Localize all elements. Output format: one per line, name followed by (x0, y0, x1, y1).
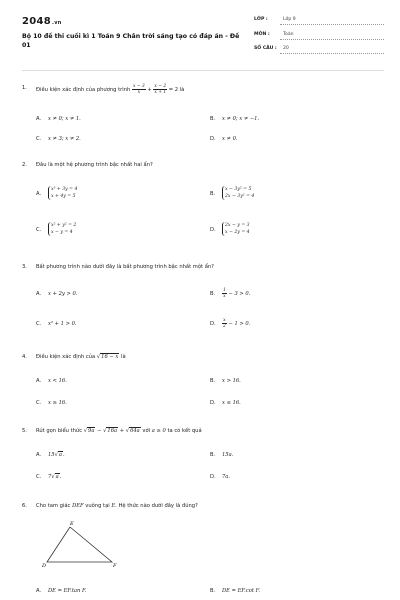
equation-system: x² + y² = 2 x − y = 4 (48, 222, 76, 236)
option-c[interactable]: C. x² + 1 > 0. (36, 321, 77, 327)
triangle-outline (47, 527, 112, 562)
question-text: Bất phương trình nào dưới đây là bất phương trình bậc nhất một ẩn? (36, 264, 214, 270)
option-b[interactable]: B. x ≠ 0; x ≠ −1. (210, 116, 260, 122)
option-b[interactable]: B. x − 3y² = 5 2x − 3y² = 4 (210, 187, 255, 199)
option-a[interactable]: A. x ≠ 0; x ≠ 1. (36, 116, 81, 122)
fraction: $\frac{1}{x}$ (223, 288, 226, 299)
question-number: 3. (22, 264, 27, 270)
header-divider (22, 70, 384, 71)
option-b[interactable]: B. DE = EF.cot F. (210, 588, 261, 594)
option-c[interactable]: C. 7√a. (36, 474, 62, 480)
site-logo[interactable]: 2048.vn (22, 16, 62, 27)
exam-title: Bộ 10 đề thi cuối kì 1 Toán 9 Chân trời sáng tạo có đáp án - Đề 01 (22, 33, 240, 49)
divider (280, 39, 384, 40)
option-a[interactable]: A. x < 16. (36, 378, 67, 384)
fraction: $\frac{x - 3}{x}$ (132, 84, 145, 95)
question-text: Điều kiện xác định của (36, 354, 96, 360)
radical: √16 − x (96, 354, 119, 360)
exam-page: 2048.vn Bộ 10 đề thi cuối kì 1 Toán 9 Chân trời sáng tạo có đáp án - Đề 01 LỚP : Lớp 9 MÔN : Toán SỐ CÂU : 20 1. Điều kiện xác định của phương trình $\frac{x - 3}{x}$ + $\frac{x - 2}{x + 1}$ = 2 là A. x ≠ 0; x ≠ 1. B. x ≠ 0; x ≠ −1. C. x ≠ 3; x ≠ 2. D. x ≠ 0. 2. Đâu là một hệ phương trình bậc nhất hai ẩn? A. x³ + 3y = 4 x + 4y = 5 B. x − 3y² = 5 2x − 3y² = 4 C. x² + y² = 2 x − y = 4 D. 2x − y = 3 x − 2y = 4 3. Bất phương trình nào dưới đây là bất phương trình bậc nhất một ẩn? A. x + 2y > 0. B. $\frac{1}{x}$ − 3 > 0. C. x² + 1 > 0. D. $\frac{x}{2}$ − 1 > 0. 4. Điều kiện xác định của √16 − x là A. x < 16. B. x > 16. C. x ≥ 16. D. x ≤ 16. 5. Rút gọn biểu thức √9a − √16a + √64a với a ≥ 0 ta có kết quả A. 15√a. B. 15a. C. 7√a. D. 7a. 6. Cho tam giác DEF vuông tại E. Hệ thức nào dưới đây là đúng? E D F A. DE = EF.tan F. B. DE = EF.cot F. (0, 0, 400, 600)
question-number: 4. (22, 354, 27, 360)
option-b[interactable]: B. $\frac{1}{x}$ − 3 > 0. (210, 288, 251, 299)
option-d[interactable]: D. 2x − y = 3 x − 2y = 4 (210, 223, 250, 235)
option-a[interactable]: A. x + 2y > 0. (36, 291, 78, 297)
expression: √9a − √16a + √64a (83, 428, 140, 434)
question-text: Đâu là một hệ phương trình bậc nhất hai ẩn? (36, 162, 153, 168)
question-number: 6. (22, 503, 27, 509)
vertex-label-d: D (42, 563, 47, 569)
class-value: Lớp 9 (283, 17, 296, 22)
option-d[interactable]: D. x ≠ 0. (210, 136, 238, 142)
count-label: SỐ CÂU : (254, 46, 277, 51)
option-d[interactable]: D. 7a. (210, 474, 231, 480)
equation-system: x − 3y² = 5 2x − 3y² = 4 (222, 186, 254, 200)
equation-system: 2x − y = 3 x − 2y = 4 (222, 222, 250, 236)
option-d[interactable]: D. x ≤ 16. (210, 400, 241, 406)
fraction: $\frac{x}{2}$ (223, 318, 226, 329)
vertex-label-e: E (70, 521, 74, 527)
option-a[interactable]: A. 15√a. (36, 452, 65, 458)
question-text: Cho tam giác (36, 503, 71, 509)
option-c[interactable]: C. x² + y² = 2 x − y = 4 (36, 223, 77, 235)
option-a[interactable]: A. DE = EF.tan F. (36, 588, 87, 594)
option-c[interactable]: C. x ≥ 16. (36, 400, 67, 406)
option-d[interactable]: D. $\frac{x}{2}$ − 1 > 0. (210, 318, 251, 329)
divider (280, 24, 384, 25)
question-text: Rút gọn biểu thức (36, 428, 83, 434)
option-b[interactable]: B. x > 16. (210, 378, 241, 384)
divider (280, 53, 384, 54)
option-c[interactable]: C. x ≠ 3; x ≠ 2. (36, 136, 81, 142)
subject-value: Toán (283, 32, 294, 37)
subject-label: MÔN : (254, 32, 270, 37)
option-b[interactable]: B. 15a. (210, 452, 234, 458)
question-number: 5. (22, 428, 27, 434)
fraction: $\frac{x - 2}{x + 1}$ (154, 84, 167, 95)
question-text: Điều kiện xác định của phương trình (36, 87, 131, 93)
class-label: LỚP : (254, 17, 268, 22)
right-triangle-figure (40, 520, 120, 570)
question-number: 2. (22, 162, 27, 168)
equation-system: x³ + 3y = 4 x + 4y = 5 (48, 186, 77, 200)
vertex-label-f: F (113, 563, 117, 569)
count-value: 20 (283, 46, 289, 51)
option-a[interactable]: A. x³ + 3y = 4 x + 4y = 5 (36, 187, 78, 199)
question-number: 1. (22, 85, 27, 91)
